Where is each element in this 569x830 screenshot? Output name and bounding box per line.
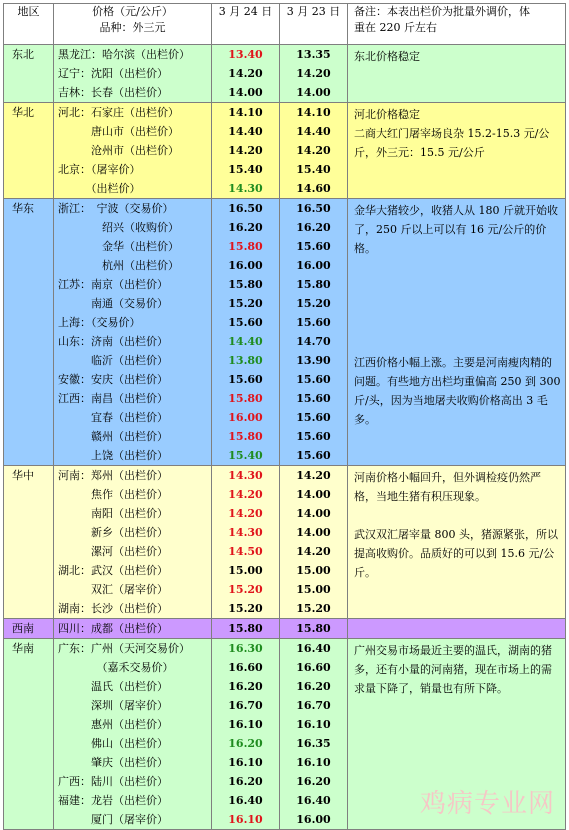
- price-value-date-2: 14.20: [296, 67, 331, 80]
- region-name: 华北: [12, 106, 34, 119]
- price-value-date-2: 16.10: [296, 718, 331, 731]
- price-value-date-1: 15.80: [228, 240, 263, 253]
- price-date-2-cell: [280, 199, 348, 466]
- location-label: 湖北：武汉（出栏价）: [58, 564, 168, 577]
- price-value-date-2: 16.50: [296, 202, 331, 215]
- region-cell: [4, 619, 54, 639]
- price-value-date-1: 15.80: [228, 622, 263, 635]
- price-date-2-cell: [280, 466, 348, 619]
- price-date-1-cell: [212, 619, 280, 639]
- location-label: 佛山（出栏价）: [58, 737, 168, 750]
- location-label: 江西：南昌（出栏价）: [58, 392, 168, 405]
- price-value-date-2: 14.20: [296, 144, 331, 157]
- price-value-date-1: 16.50: [228, 202, 263, 215]
- price-value-date-1: 16.10: [228, 756, 263, 769]
- region-cell: [4, 466, 54, 619]
- note-cell: [348, 103, 566, 199]
- location-label: 厦门（屠宰价）: [58, 813, 168, 826]
- location-label: 深圳（屠宰价）: [58, 699, 168, 712]
- region-group-xinan: [4, 619, 566, 639]
- location-label: 沧州市（出栏价）: [58, 144, 179, 157]
- price-value-date-1: 15.40: [228, 449, 263, 462]
- location-label: 广西：陆川（出栏价）: [58, 775, 168, 788]
- price-value-date-1: 16.10: [228, 813, 263, 826]
- location-label: 上海：（交易价）: [58, 316, 141, 329]
- location-label: 广东：广州（天河交易价）: [58, 642, 190, 655]
- location-label: 新乡（出栏价）: [58, 526, 168, 539]
- price-value-date-1: 15.40: [228, 163, 263, 176]
- note-paragraph: 广州交易市场最近主要的温氏，湖南的猪多，还有小量的河南猪，现在市场上的需求量下降了，销量也有所下降。: [354, 644, 552, 695]
- price-date-2-cell: [280, 45, 348, 103]
- price-value-date-2: 16.35: [296, 737, 331, 750]
- price-value-date-2: 14.20: [296, 545, 331, 558]
- price-date-2-cell: [280, 639, 348, 830]
- price-value-date-2: 13.90: [296, 354, 331, 367]
- price-value-date-2: 13.35: [296, 48, 331, 61]
- location-label: 肇庆（出栏价）: [58, 756, 168, 769]
- location-label: 江苏：南京（出栏价）: [58, 278, 168, 291]
- location-cell: [54, 103, 212, 199]
- price-value-date-2: 14.00: [296, 507, 331, 520]
- price-value-date-1: 16.00: [228, 411, 263, 424]
- price-value-date-1: 15.80: [228, 392, 263, 405]
- header-date-2: 3 月 23 日: [280, 4, 348, 45]
- note-cell: [348, 466, 566, 619]
- location-label: 赣州（出栏价）: [58, 430, 168, 443]
- region-name: 西南: [12, 622, 34, 635]
- price-value-date-2: 15.60: [296, 411, 331, 424]
- price-value-date-1: 15.20: [228, 602, 263, 615]
- price-date-1-cell: [212, 639, 280, 830]
- price-value-date-1: 14.40: [228, 335, 263, 348]
- price-value-date-1: 14.30: [228, 526, 263, 539]
- price-value-date-2: 15.60: [296, 240, 331, 253]
- price-table: [3, 3, 566, 830]
- location-label: 山东：济南（出栏价）: [58, 335, 168, 348]
- location-label: 河北：石家庄（出栏价）: [58, 106, 179, 119]
- region-name: 华中: [12, 469, 34, 482]
- location-cell: [54, 639, 212, 830]
- note-cell: [348, 199, 566, 466]
- price-value-date-1: 15.20: [228, 583, 263, 596]
- price-value-date-2: 15.60: [296, 430, 331, 443]
- note-cell: [348, 45, 566, 103]
- location-label: 杭州（出栏价）: [58, 259, 179, 272]
- note-paragraph: 东北价格稳定: [354, 50, 420, 63]
- price-value-date-2: 15.60: [296, 449, 331, 462]
- region-group-huazhong: [4, 466, 566, 619]
- price-value-date-2: 16.20: [296, 221, 331, 234]
- price-value-date-1: 15.60: [228, 373, 263, 386]
- price-value-date-1: 14.20: [228, 144, 263, 157]
- note-paragraph: 二商大红门屠宰场良杂 15.2-15.3 元/公斤，外三元：15.5 元/公斤: [354, 127, 550, 159]
- header-note-line-2: 重在 220 斤左右: [354, 21, 437, 34]
- region-group-huabei: [4, 103, 566, 199]
- location-label: 北京：（屠宰价）: [58, 163, 141, 176]
- price-value-date-2: 14.00: [296, 86, 331, 99]
- price-value-date-1: 14.10: [228, 106, 263, 119]
- price-value-date-2: 15.40: [296, 163, 331, 176]
- location-label: 安徽：安庆（出栏价）: [58, 373, 168, 386]
- price-date-1-cell: [212, 45, 280, 103]
- location-label: 宜春（出栏价）: [58, 411, 168, 424]
- region-cell: [4, 639, 54, 830]
- header-variety: 品种：外三元: [99, 21, 166, 34]
- price-value-date-1: 14.30: [228, 182, 263, 195]
- header-note: [348, 4, 566, 45]
- price-value-date-1: 14.30: [228, 469, 263, 482]
- location-cell: [54, 619, 212, 639]
- location-label: 临沂（出栏价）: [58, 354, 168, 367]
- location-label: 河南：郑州（出栏价）: [58, 469, 168, 482]
- location-label: 金华（出栏价）: [58, 240, 179, 253]
- price-value-date-2: 15.60: [296, 316, 331, 329]
- price-value-date-2: 15.60: [296, 373, 331, 386]
- price-value-date-2: 14.00: [296, 526, 331, 539]
- note-paragraph: 河北价格稳定: [354, 108, 420, 121]
- price-value-date-2: 14.70: [296, 335, 331, 348]
- price-value-date-2: 16.00: [296, 259, 331, 272]
- location-label: 唐山市（出栏价）: [58, 125, 179, 138]
- price-value-date-1: 13.80: [228, 354, 263, 367]
- price-value-date-1: 14.20: [228, 488, 263, 501]
- price-value-date-1: 15.00: [228, 564, 263, 577]
- price-value-date-2: 14.60: [296, 182, 331, 195]
- location-label: 惠州（出栏价）: [58, 718, 168, 731]
- price-value-date-1: 16.20: [228, 775, 263, 788]
- price-value-date-1: 16.60: [228, 661, 263, 674]
- price-value-date-2: 14.10: [296, 106, 331, 119]
- price-date-2-cell: [280, 619, 348, 639]
- price-date-1-cell: [212, 466, 280, 619]
- price-value-date-2: 16.40: [296, 642, 331, 655]
- note-paragraph: [354, 334, 561, 353]
- location-label: 南阳（出栏价）: [58, 507, 168, 520]
- price-value-date-2: 16.20: [296, 775, 331, 788]
- note-paragraph: 金华大猪较少，收猪人从 180 斤就开始收了，250 斤以上可以有 16 元/公斤的价格。: [354, 204, 558, 255]
- price-value-date-2: 16.20: [296, 680, 331, 693]
- price-value-date-1: 15.20: [228, 297, 263, 310]
- region-group-huadong: [4, 199, 566, 466]
- region-name: 华南: [12, 642, 34, 655]
- location-cell: [54, 466, 212, 619]
- region-name: 华东: [12, 202, 34, 215]
- price-value-date-2: 15.80: [296, 622, 331, 635]
- price-date-1-cell: [212, 103, 280, 199]
- price-value-date-1: 16.20: [228, 221, 263, 234]
- note-paragraph: 武汉双汇屠宰量 800 头，猪源紧张，所以提高收购价。品质好的可以到 15.6 元/公斤。: [354, 528, 558, 579]
- location-label: 上饶（出栏价）: [58, 449, 168, 462]
- price-date-1-cell: [212, 199, 280, 466]
- location-label: 焦作（出栏价）: [58, 488, 168, 501]
- location-label: 绍兴（收购价）: [58, 221, 179, 234]
- price-value-date-2: 15.20: [296, 602, 331, 615]
- price-value-date-1: 14.20: [228, 67, 263, 80]
- note-paragraph: 河南价格小幅回升，但外调检疫仍然严格，当地生猪有积压现象。: [354, 471, 541, 503]
- location-label: 黑龙江：哈尔滨（出栏价）: [58, 48, 190, 61]
- location-label: 双汇（屠宰价）: [58, 583, 168, 596]
- price-value-date-2: 15.00: [296, 583, 331, 596]
- price-value-date-1: 16.20: [228, 737, 263, 750]
- price-value-date-1: 15.80: [228, 278, 263, 291]
- location-cell: [54, 45, 212, 103]
- header-row: [4, 4, 566, 45]
- location-label: 辽宁：沈阳（出栏价）: [58, 67, 168, 80]
- note-paragraph: [354, 296, 561, 315]
- price-value-date-1: 14.00: [228, 86, 263, 99]
- table-body: [4, 45, 566, 830]
- note-paragraph: 江西价格小幅上涨。主要是河南瘦肉精的问题。有些地方出栏均重偏高 250 到 300 斤/头，因为当地屠夫收购价格高出 3 毛多。: [354, 356, 561, 426]
- note-paragraph: [354, 258, 561, 277]
- price-value-date-1: 15.80: [228, 430, 263, 443]
- price-date-2-cell: [280, 103, 348, 199]
- note-cell: [348, 619, 566, 639]
- price-value-date-2: 14.00: [296, 488, 331, 501]
- price-value-date-2: 14.20: [296, 469, 331, 482]
- price-value-date-1: 14.20: [228, 507, 263, 520]
- price-value-date-1: 16.70: [228, 699, 263, 712]
- location-label: 吉林：长春（出栏价）: [58, 86, 168, 99]
- region-group-dongbei: [4, 45, 566, 103]
- note-paragraph: [354, 315, 561, 334]
- location-label: 漯河（出栏价）: [58, 545, 168, 558]
- price-value-date-1: 16.00: [228, 259, 263, 272]
- header-price-unit: 价格（元/公斤）: [92, 5, 173, 18]
- price-value-date-1: 16.40: [228, 794, 263, 807]
- price-value-date-1: 14.50: [228, 545, 263, 558]
- price-value-date-1: 13.40: [228, 48, 263, 61]
- location-label: 四川：成都（出栏价）: [58, 622, 168, 635]
- location-cell: [54, 199, 212, 466]
- location-label: 温氏（出栏价）: [58, 680, 168, 693]
- price-value-date-2: 15.20: [296, 297, 331, 310]
- watermark: 鸡病专业网: [419, 789, 555, 819]
- price-value-date-2: 16.00: [296, 813, 331, 826]
- price-value-date-2: 15.80: [296, 278, 331, 291]
- region-cell: [4, 103, 54, 199]
- header-region: 地区: [4, 4, 54, 45]
- location-label: 福建：龙岩（出栏价）: [58, 794, 168, 807]
- location-label: 浙江： 宁波（交易价）: [58, 202, 174, 215]
- price-value-date-1: 16.10: [228, 718, 263, 731]
- price-value-date-1: 16.30: [228, 642, 263, 655]
- price-value-date-2: 16.60: [296, 661, 331, 674]
- region-cell: [4, 45, 54, 103]
- header-date-1: 3 月 24 日: [212, 4, 280, 45]
- price-value-date-2: 15.00: [296, 564, 331, 577]
- note-paragraph: [354, 277, 561, 296]
- price-value-date-2: 16.40: [296, 794, 331, 807]
- location-label: 湖南：长沙（出栏价）: [58, 602, 168, 615]
- price-value-date-1: 14.40: [228, 125, 263, 138]
- price-value-date-2: 16.70: [296, 699, 331, 712]
- location-label: （出栏价）: [58, 182, 141, 195]
- region-name: 东北: [12, 48, 34, 61]
- location-label: （嘉禾交易价）: [58, 661, 174, 674]
- price-value-date-2: 16.10: [296, 756, 331, 769]
- price-value-date-2: 15.60: [296, 392, 331, 405]
- region-cell: [4, 199, 54, 466]
- header-price: [54, 4, 212, 45]
- location-label: 南通（交易价）: [58, 297, 168, 310]
- header-note-line-1: 备注：本表出栏价为批量外调价，体: [354, 5, 530, 18]
- note-paragraph: [354, 506, 561, 525]
- price-value-date-1: 15.60: [228, 316, 263, 329]
- price-value-date-1: 16.20: [228, 680, 263, 693]
- price-value-date-2: 14.40: [296, 125, 331, 138]
